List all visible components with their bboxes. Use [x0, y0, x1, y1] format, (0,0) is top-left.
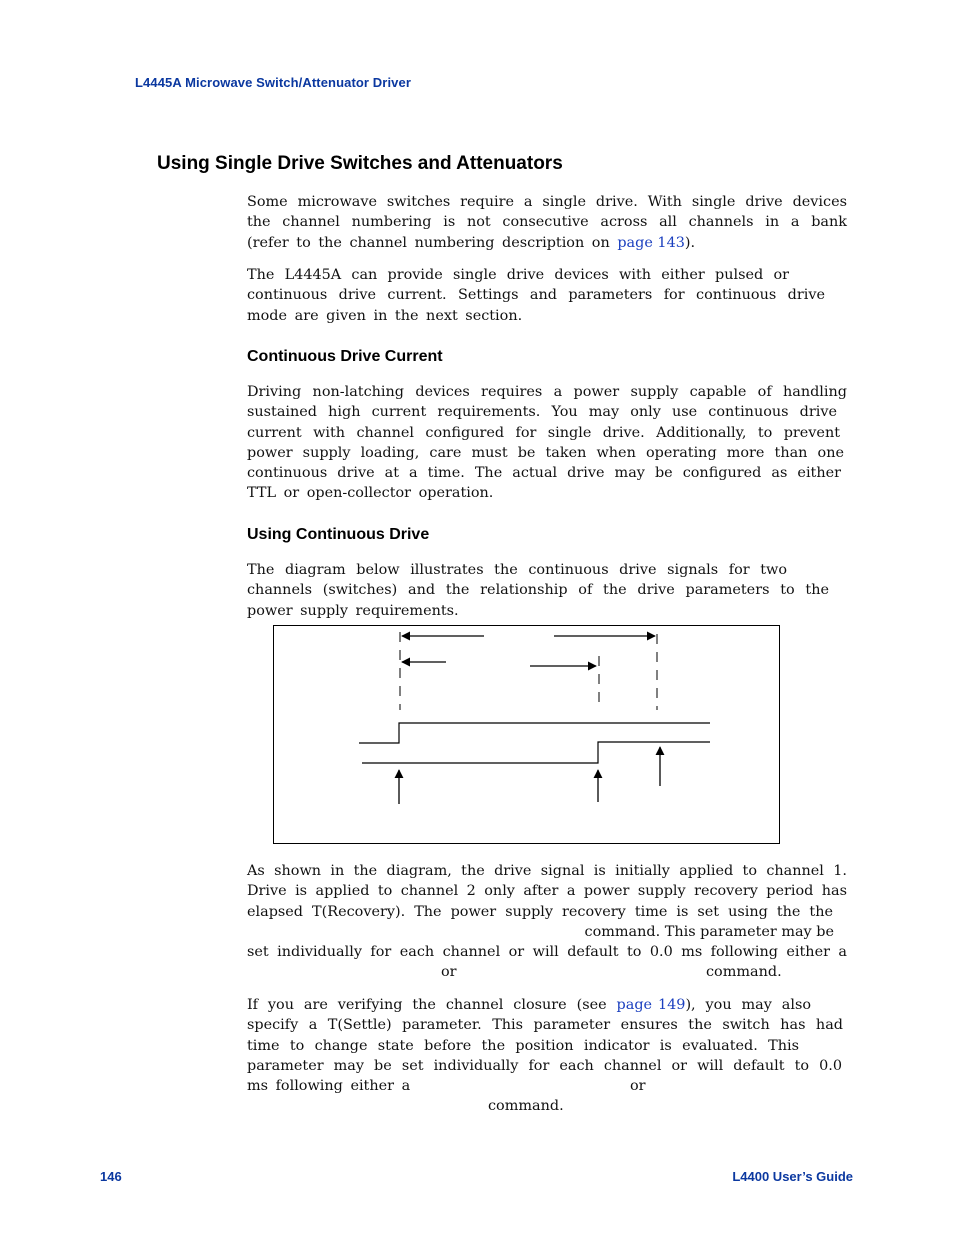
running-header: L4445A Microwave Switch/Attenuator Driver	[135, 75, 411, 90]
text-line: time to change state before the position indicator is evaluated. This	[247, 1037, 799, 1054]
channel-2-waveform	[362, 742, 710, 763]
text-line: set individually for each channel or will default to 0.0 ms following either a	[247, 944, 847, 961]
text-fragment: ), you may also	[685, 997, 812, 1013]
text-line: parameter may be set individually for each channel or will default to 0.0	[247, 1057, 842, 1074]
subsection-heading-continuous-drive-current: Continuous Drive Current	[247, 348, 443, 365]
text-fragment: If you are verifying the channel closure (see	[247, 997, 617, 1013]
text-line	[247, 233, 847, 253]
guide-title: L4400 User’s Guide	[732, 1169, 853, 1184]
channel-1-waveform	[359, 723, 710, 743]
text-line: current with channel configured for single drive. Additionally, to prevent	[247, 424, 840, 441]
text-line	[247, 1096, 847, 1116]
text-line: mode are given in the next section.	[247, 307, 523, 324]
text-line: power supply loading, care must be taken when operating more than one	[247, 444, 844, 461]
text-line: The diagram below illustrates the continuous drive signals for two	[247, 562, 787, 578]
text-fragment: or	[441, 964, 457, 981]
text-line: The L4445A can provide single drive devices with either pulsed or	[247, 267, 789, 283]
text-line: Drive is applied to channel 2 only after a power supply recovery period has	[247, 883, 847, 900]
text-line: Driving non-latching devices requires a power supply capable of handling	[247, 384, 847, 400]
recovery-paragraph	[247, 861, 847, 983]
timing-diagram-svg	[274, 626, 778, 842]
intro-paragraph-2	[247, 265, 825, 326]
section-title: Using Single Drive Switches and Attenuators	[157, 153, 563, 174]
text-fragment: ).	[684, 234, 696, 251]
settle-paragraph	[247, 995, 847, 1117]
text-line	[247, 962, 847, 982]
text-line: continuous drive current. Settings and parameters for continuous drive	[247, 287, 825, 304]
text-line	[247, 922, 834, 942]
text-line: TTL or open-collector operation.	[247, 485, 494, 502]
text-fragment: command. This parameter may be	[584, 923, 834, 940]
using-continuous-drive-paragraph	[247, 560, 847, 621]
text-line	[247, 995, 811, 1015]
page-149-link[interactable]: page 149	[616, 997, 686, 1013]
page-143-link[interactable]: page 143	[617, 234, 685, 251]
text-fragment: (refer to the channel numbering description on	[247, 234, 618, 251]
text-line: elapsed T(Recovery). The power supply recovery time is set using the the	[247, 903, 833, 920]
intro-paragraph-1	[247, 192, 847, 253]
page-number: 146	[100, 1169, 122, 1184]
text-line: Some microwave switches require a single drive. With single drive devices	[247, 194, 847, 210]
text-line: specify a T(Settle) parameter. This parameter ensures the switch has had	[247, 1017, 843, 1034]
text-fragment: command.	[488, 1098, 564, 1115]
text-line: power supply requirements.	[247, 602, 459, 619]
text-line: channels (switches) and the relationship of the drive parameters to the	[247, 582, 829, 599]
text-fragment: command.	[706, 964, 782, 981]
subsection-heading-using-continuous-drive: Using Continuous Drive	[247, 526, 430, 543]
text-fragment: or	[630, 1078, 646, 1095]
text-fragment: ms following either a	[247, 1078, 411, 1095]
text-line: continuous drive at a time. The actual drive may be configured as either	[247, 465, 841, 482]
text-line	[247, 1076, 847, 1096]
text-line: As shown in the diagram, the drive signal is initially applied to channel 1.	[247, 863, 847, 879]
continuous-drive-timing-diagram	[273, 625, 780, 844]
continuous-drive-current-paragraph	[247, 382, 847, 504]
text-line: the channel numbering is not consecutive across all channels in a bank	[247, 214, 847, 231]
text-line: sustained high current requirements. You may only use continuous drive	[247, 404, 837, 421]
